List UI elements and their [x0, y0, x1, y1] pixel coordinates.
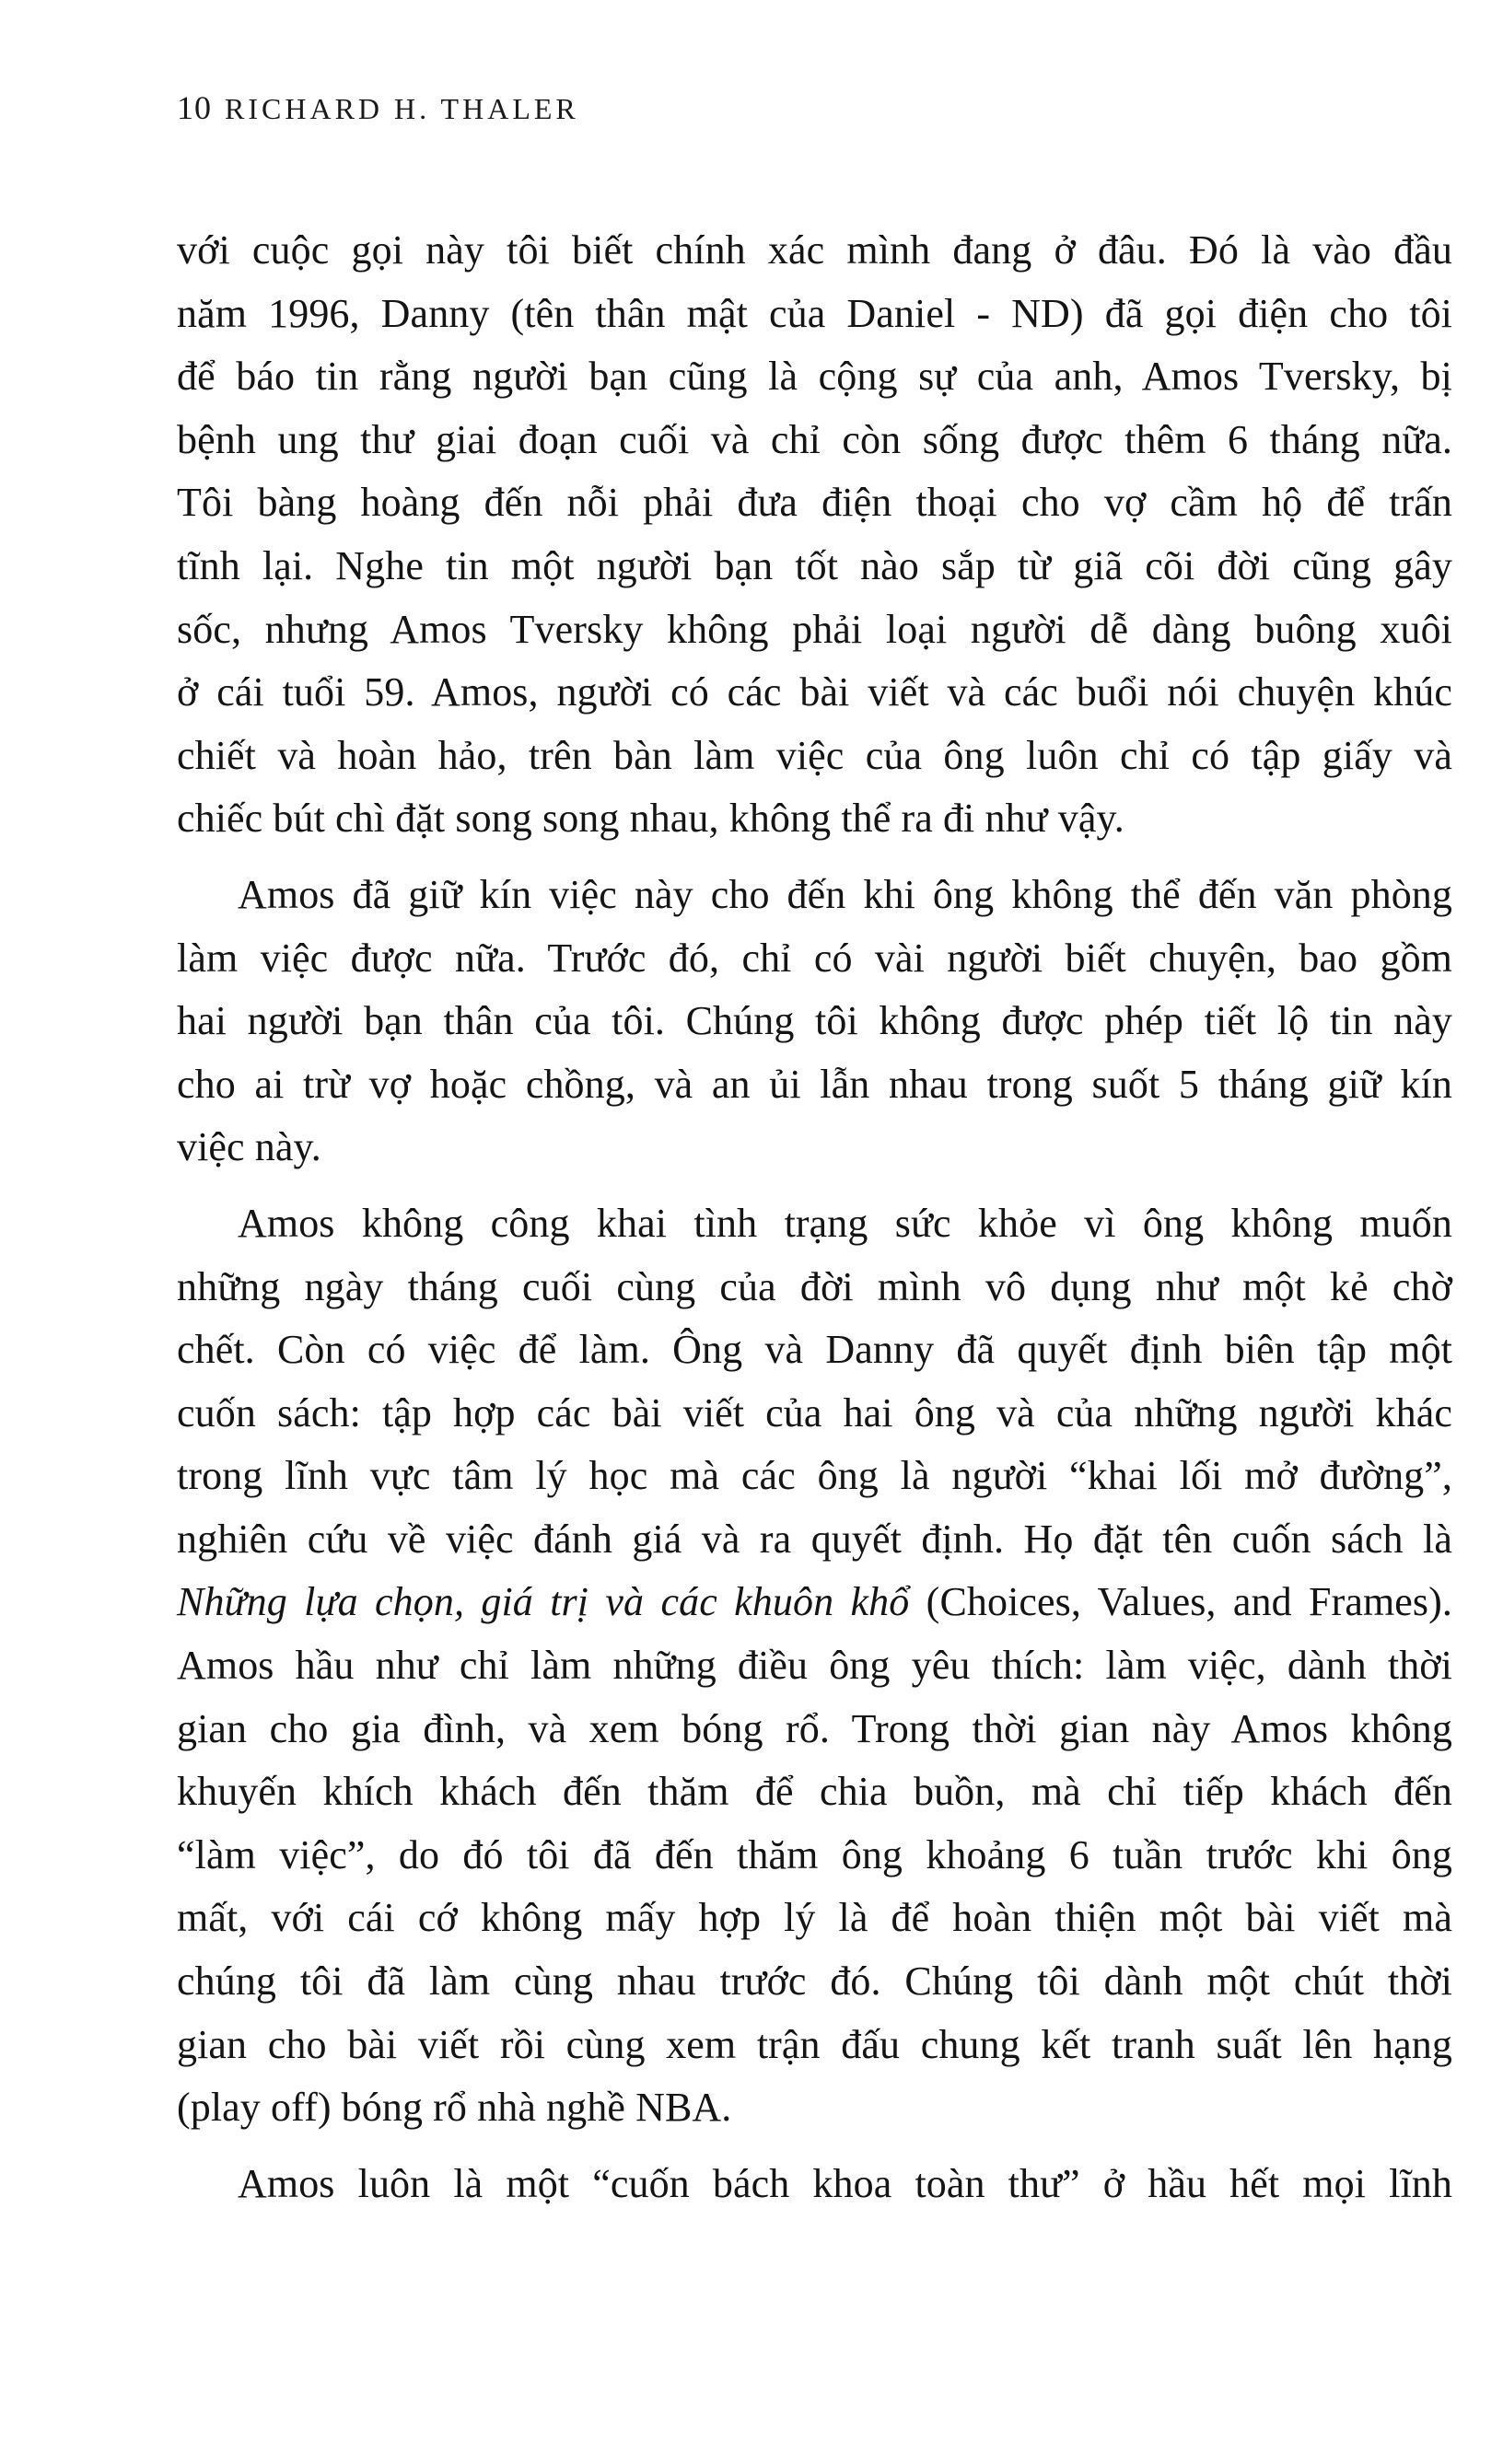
text-line: Amos hầu như chỉ làm những điều ông yêu thích: làm việc, dành thời	[177, 1643, 1452, 1689]
paragraph	[177, 864, 1452, 1180]
text-line: cuốn sách: tập hợp các bài viết của hai ông và của những người khác	[177, 1389, 1452, 1435]
text-line: Amos không công khai tình trạng sức khỏe vì ông không muốn	[238, 1200, 1452, 1246]
text-line: chiết và hoàn hảo, trên bàn làm việc của ông luôn chỉ có tập giấy và	[177, 732, 1452, 778]
text-line: “làm việc”, do đó tôi đã đến thăm ông khoảng 6 tuần trước khi ông	[177, 1831, 1452, 1877]
text-line: Amos luôn là một “cuốn bách khoa toàn thư” ở hầu hết mọi lĩnh	[238, 2160, 1452, 2206]
text-line: ở cái tuổi 59. Amos, người có các bài viết và các buổi nói chuyện khúc	[177, 669, 1452, 715]
text-line: chiếc bút chì đặt song song nhau, không thể ra đi như vậy.	[177, 796, 1124, 842]
text-line: việc này.	[177, 1124, 321, 1170]
text-line: tĩnh lại. Nghe tin một người bạn tốt nào sắp từ giã cõi đời cũng gây	[177, 542, 1452, 588]
text-line: Amos đã giữ kín việc này cho đến khi ông không thể đến văn phòng	[238, 871, 1452, 917]
text-line: chết. Còn có việc để làm. Ông và Danny đã quyết định biên tập một	[177, 1327, 1452, 1373]
text-line: khuyến khích khách đến thăm để chia buồn, mà chỉ tiếp khách đến	[177, 1769, 1452, 1815]
text-line: gian cho bài viết rồi cùng xem trận đấu chung kết tranh suất lên hạng	[177, 2021, 1452, 2067]
text-line: chúng tôi đã làm cùng nhau trước đó. Chúng tôi dành một chút thời	[177, 1958, 1452, 2005]
text-line: để báo tin rằng người bạn cũng là cộng sự của anh, Amos Tversky, bị	[177, 354, 1452, 400]
text-line: năm 1996, Danny (tên thân mật của Daniel - ND) đã gọi điện cho tôi	[177, 290, 1452, 336]
text-line: nghiên cứu về việc đánh giá và ra quyết định. Họ đặt tên cuốn sách là	[177, 1516, 1452, 1562]
text-line: gian cho gia đình, và xem bóng rổ. Trong thời gian này Amos không	[177, 1705, 1452, 1751]
text-line: mất, với cái cớ không mấy hợp lý là để hoàn thiện một bài viết mà	[177, 1895, 1452, 1941]
text-line-with-book-title	[177, 1571, 1452, 1634]
text-line: Tôi bàng hoàng đến nỗi phải đưa điện thoại cho vợ cầm hộ để trấn	[177, 480, 1452, 526]
paragraph	[177, 219, 1452, 851]
paragraph	[177, 2153, 1452, 2216]
text-line: bệnh ung thư giai đoạn cuối và chỉ còn sống được thêm 6 tháng nữa.	[177, 416, 1452, 462]
page-number: 10	[177, 89, 212, 126]
body-text	[177, 219, 1452, 2228]
book-title-english: (Choices, Values, and Frames).	[909, 1579, 1452, 1625]
text-line: (play off) bóng rổ nhà nghề NBA.	[177, 2085, 732, 2131]
text-line: sốc, nhưng Amos Tversky không phải loại người dễ dàng buông xuôi	[177, 606, 1452, 652]
author-name: RICHARD H. THALER	[225, 92, 579, 125]
text-line: hai người bạn thân của tôi. Chúng tôi không được phép tiết lộ tin này	[177, 998, 1452, 1044]
text-line: những ngày tháng cuối cùng của đời mình vô dụng như một kẻ chờ	[177, 1263, 1452, 1309]
text-line: cho ai trừ vợ hoặc chồng, và an ủi lẫn nhau trong suốt 5 tháng giữ kín	[177, 1061, 1452, 1107]
text-line: làm việc được nữa. Trước đó, chỉ có vài người biết chuyện, bao gồm	[177, 935, 1452, 981]
paragraph	[177, 1192, 1452, 2140]
text-line: trong lĩnh vực tâm lý học mà các ông là người “khai lối mở đường”,	[177, 1453, 1452, 1499]
text-line: với cuộc gọi này tôi biết chính xác mình đang ở đâu. Đó là vào đầu	[177, 227, 1452, 273]
book-title-italic: Những lựa chọn, giá trị và các khuôn khổ	[177, 1579, 910, 1625]
running-head	[177, 88, 579, 127]
